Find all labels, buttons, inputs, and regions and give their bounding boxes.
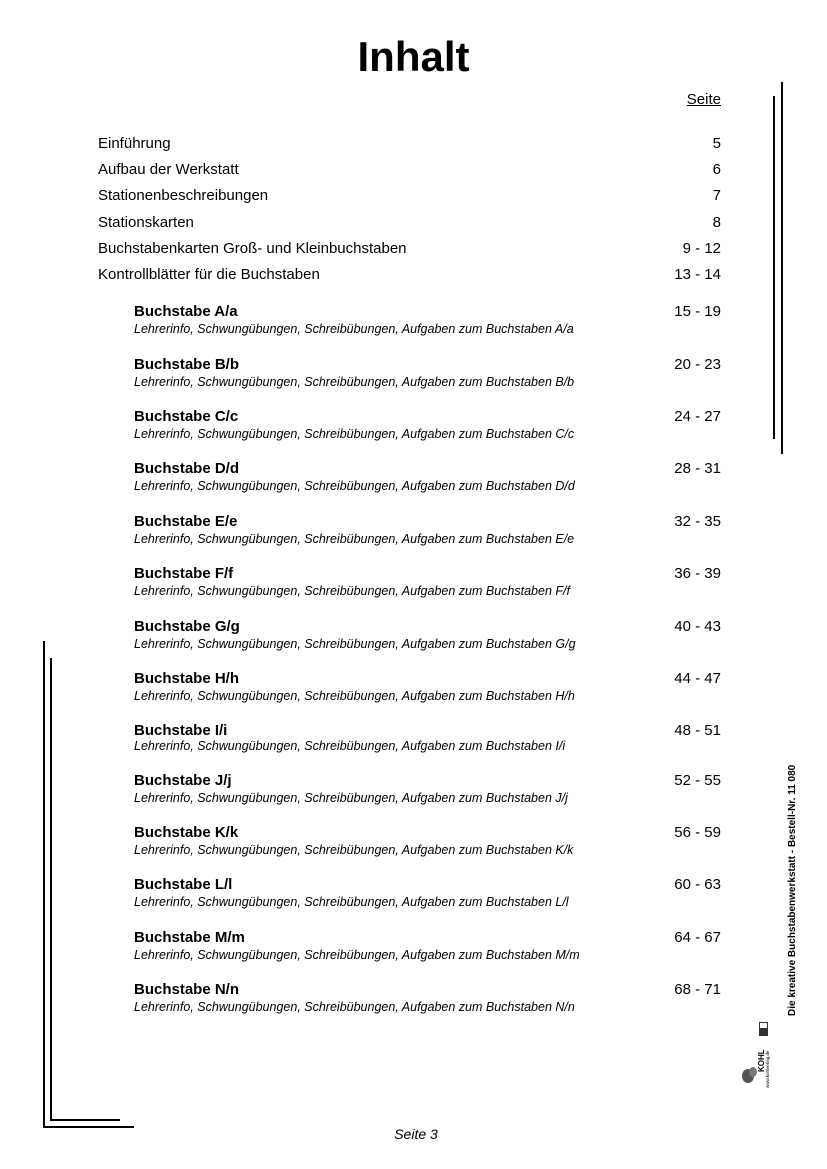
- toc-entry-title: Kontrollblätter für die Buchstaben: [98, 266, 320, 283]
- toc-section: [134, 356, 721, 392]
- section-pages: 56 - 59: [674, 824, 721, 841]
- toc-section: [134, 618, 721, 654]
- logo-brand: KOHL: [757, 1049, 766, 1072]
- toc-entry-title: Stationskarten: [98, 214, 194, 231]
- section-pages: 28 - 31: [674, 460, 721, 477]
- toc-section: [134, 722, 721, 758]
- section-pages: 32 - 35: [674, 513, 721, 530]
- section-title: Buchstabe K/k: [134, 824, 239, 841]
- toc-entry: [98, 240, 721, 260]
- section-pages: 15 - 19: [674, 303, 721, 320]
- toc-section: [134, 876, 721, 912]
- section-title: Buchstabe F/f: [134, 565, 234, 582]
- section-title: Buchstabe I/i: [134, 722, 228, 739]
- section-pages: 44 - 47: [674, 670, 721, 687]
- toc-entry-pages: 13 - 14: [674, 266, 721, 283]
- toc-entry-pages: 9 - 12: [682, 240, 721, 257]
- section-description: Lehrerinfo, Schwungübungen, Schreibübungen, Aufgaben zum Buchstaben A/a: [134, 322, 574, 336]
- section-pages: 60 - 63: [674, 876, 721, 893]
- section-pages: 68 - 71: [674, 981, 721, 998]
- section-description: Lehrerinfo, Schwungübungen, Schreibübungen, Aufgaben zum Buchstaben K/k: [134, 843, 574, 857]
- toc-entry-title: Einführung: [98, 135, 171, 152]
- toc-section: [134, 565, 721, 601]
- section-pages: 52 - 55: [674, 772, 721, 789]
- toc-section: [134, 670, 721, 706]
- section-pages: 36 - 39: [674, 565, 721, 582]
- toc-entry: [98, 161, 721, 181]
- section-description: Lehrerinfo, Schwungübungen, Schreibübungen, Aufgaben zum Buchstaben H/h: [134, 689, 575, 703]
- toc-entry-pages: 7: [712, 187, 721, 204]
- toc-entry-title: Buchstabenkarten Groß- und Kleinbuchstaben: [98, 240, 407, 257]
- left-border-line-inner: [50, 658, 52, 1121]
- section-title: Buchstabe E/e: [134, 513, 238, 530]
- toc-entry: [98, 266, 721, 286]
- toc-entry: [98, 135, 721, 155]
- section-title: Buchstabe D/d: [134, 460, 240, 477]
- publisher-logo-icon: [740, 1020, 770, 1090]
- toc-entry-title: Stationenbeschreibungen: [98, 187, 269, 204]
- toc-section: [134, 772, 721, 808]
- section-title: Buchstabe G/g: [134, 618, 240, 635]
- section-pages: 20 - 23: [674, 356, 721, 373]
- section-description: Lehrerinfo, Schwungübungen, Schreibübungen, Aufgaben zum Buchstaben E/e: [134, 532, 575, 546]
- section-title: Buchstabe J/j: [134, 772, 232, 789]
- section-title: Buchstabe B/b: [134, 356, 240, 373]
- right-border-line-inner: [773, 96, 775, 439]
- section-title: Buchstabe N/n: [134, 981, 240, 998]
- section-title: Buchstabe A/a: [134, 303, 238, 320]
- page-column-header: Seite: [686, 91, 721, 108]
- section-description: Lehrerinfo, Schwungübungen, Schreibübungen, Aufgaben zum Buchstaben G/g: [134, 637, 576, 651]
- section-description: Lehrerinfo, Schwungübungen, Schreibübungen, Aufgaben zum Buchstaben N/n: [134, 1000, 575, 1014]
- section-title: Buchstabe C/c: [134, 408, 239, 425]
- section-description: Lehrerinfo, Schwungübungen, Schreibübungen, Aufgaben zum Buchstaben D/d: [134, 479, 575, 493]
- toc-entry-title: Aufbau der Werkstatt: [98, 161, 239, 178]
- bottom-border-line-inner: [50, 1119, 120, 1121]
- left-border-line: [43, 641, 45, 1128]
- section-description: Lehrerinfo, Schwungübungen, Schreibübungen, Aufgaben zum Buchstaben L/l: [134, 895, 569, 909]
- section-description: Lehrerinfo, Schwungübungen, Schreibübungen, Aufgaben zum Buchstaben M/m: [134, 948, 580, 962]
- order-info-vertical: Die kreative Buchstabenwerkstatt - Bestell-Nr. 11 080: [787, 764, 798, 1016]
- toc-entry-pages: 6: [712, 161, 721, 178]
- toc-section: [134, 824, 721, 860]
- toc-entry-pages: 8: [712, 214, 721, 231]
- section-pages: 24 - 27: [674, 408, 721, 425]
- publisher-logo: [740, 1020, 770, 1090]
- section-title: Buchstabe L/l: [134, 876, 233, 893]
- section-pages: 48 - 51: [674, 722, 721, 739]
- logo-url: www.kohlverlag.de: [765, 1050, 770, 1088]
- section-pages: 40 - 43: [674, 618, 721, 635]
- section-description: Lehrerinfo, Schwungübungen, Schreibübungen, Aufgaben zum Buchstaben F/f: [134, 584, 570, 598]
- section-pages: 64 - 67: [674, 929, 721, 946]
- toc-section: [134, 460, 721, 496]
- toc-section: [134, 981, 721, 1017]
- toc-section: [134, 513, 721, 549]
- section-description: Lehrerinfo, Schwungübungen, Schreibübungen, Aufgaben zum Buchstaben J/j: [134, 791, 568, 805]
- toc-entry: [98, 214, 721, 234]
- page-title: Inhalt: [357, 33, 470, 80]
- page-footer: Seite 3: [394, 1126, 438, 1142]
- toc-section: [134, 408, 721, 444]
- section-description: Lehrerinfo, Schwungübungen, Schreibübungen, Aufgaben zum Buchstaben I/i: [134, 739, 566, 753]
- section-title: Buchstabe M/m: [134, 929, 245, 946]
- toc-entry-pages: 5: [712, 135, 721, 152]
- toc-entry: [98, 187, 721, 207]
- toc-section: [134, 303, 721, 339]
- toc-section: [134, 929, 721, 965]
- section-description: Lehrerinfo, Schwungübungen, Schreibübungen, Aufgaben zum Buchstaben B/b: [134, 375, 575, 389]
- right-border-line: [781, 82, 783, 454]
- section-title: Buchstabe H/h: [134, 670, 240, 687]
- section-description: Lehrerinfo, Schwungübungen, Schreibübungen, Aufgaben zum Buchstaben C/c: [134, 427, 575, 441]
